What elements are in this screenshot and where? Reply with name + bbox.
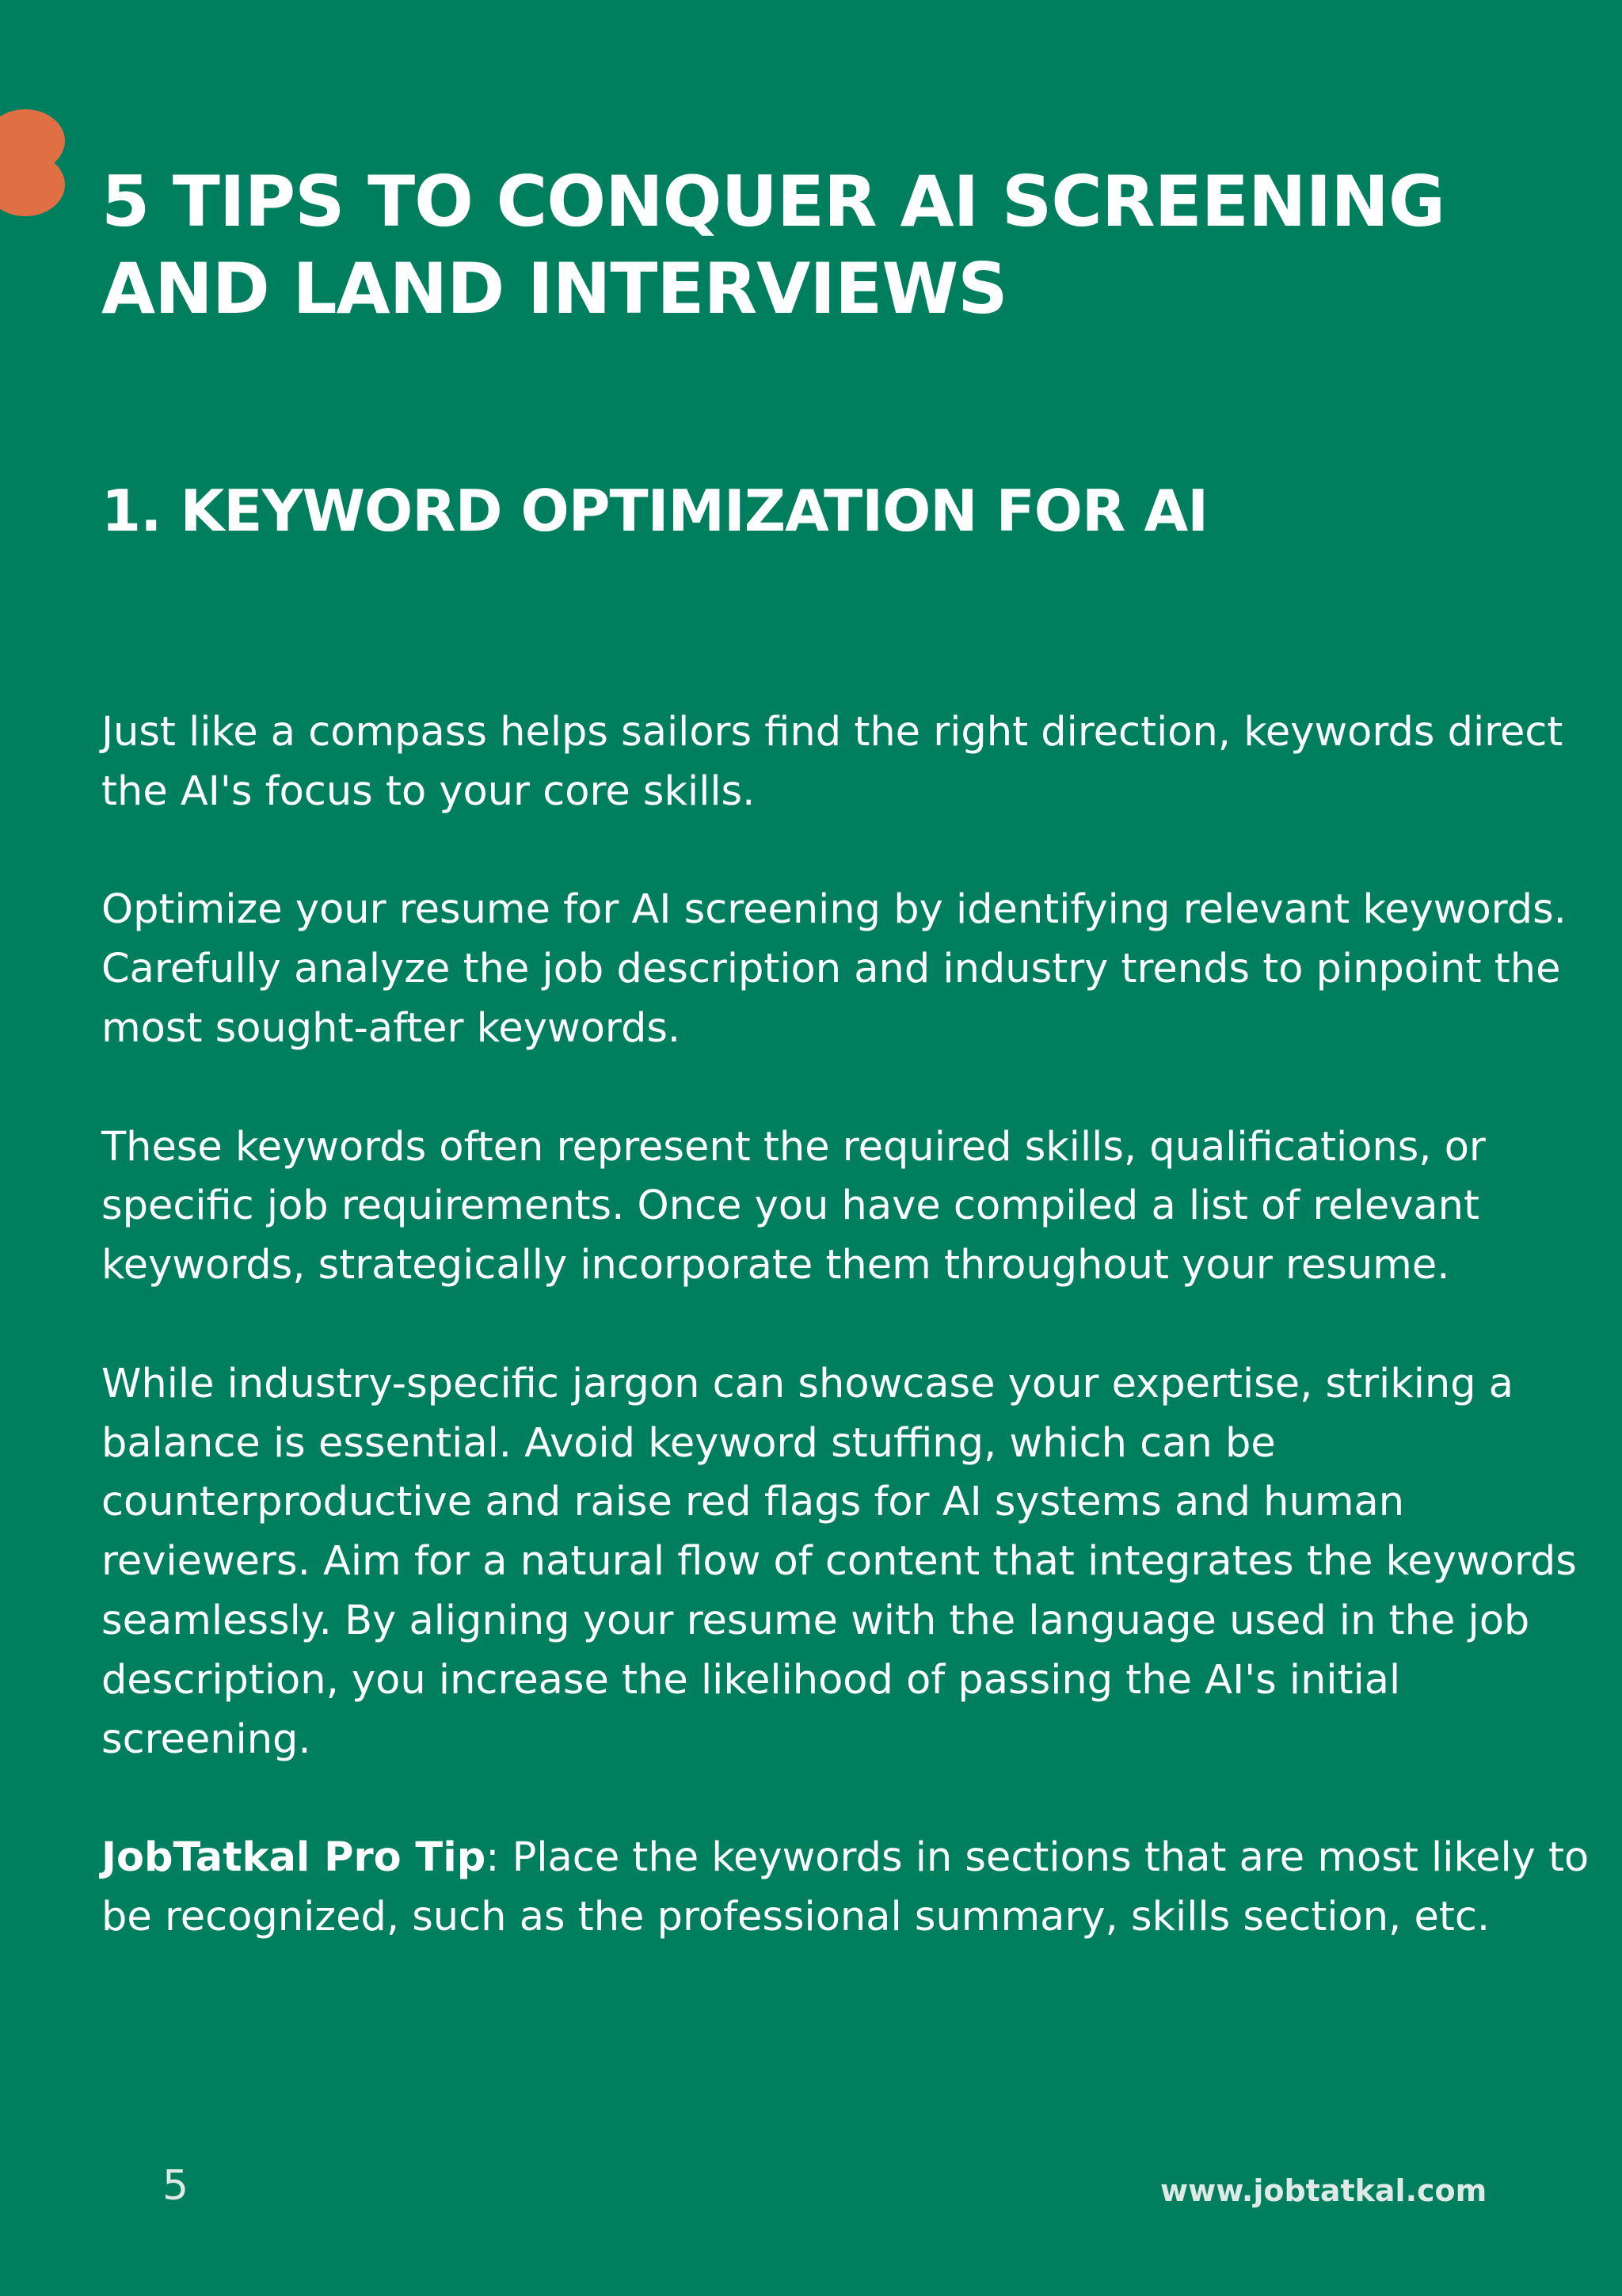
decorative-blob bbox=[0, 109, 65, 216]
page-title: 5 TIPS TO CONQUER AI SCREENING AND LAND INTERVIEWS bbox=[101, 161, 1445, 329]
pro-tip-text: : Place the keywords in sections that are most likely to be recognized, such as the professional summary, skills section, etc. bbox=[101, 1834, 1590, 1940]
pro-tip bbox=[101, 1829, 1590, 1948]
website-url: www.jobtatkal.com bbox=[1160, 2173, 1487, 2208]
section-heading: 1. KEYWORD OPTIMIZATION FOR AI bbox=[101, 478, 1209, 544]
paragraph: These keywords often represent the required skills, qualifications, or specific job requirements. Once you have compiled a list of relevant keywords, strategically incorporate them throughout your resume. bbox=[101, 1123, 1486, 1289]
page-number: 5 bbox=[162, 2162, 189, 2210]
paragraph: While industry-specific jargon can showcase your expertise, striking a balance is essential. Avoid keyword stuffing, which can be counterproductive and raise red flags for AI systems and human reviewers. Aim for a natural flow of content that integrates the keywords seamlessly. By aligning your resume with the language used in the job description, you increase the likelihood of passing the AI's initial screening. bbox=[101, 1360, 1577, 1763]
pro-tip-label: JobTatkal Pro Tip bbox=[101, 1834, 486, 1882]
section-body bbox=[101, 703, 1590, 1948]
paragraph: Just like a compass helps sailors find the right direction, keywords direct the AI's focus to your core skills. bbox=[101, 709, 1563, 815]
decorative-circle-bottom bbox=[0, 153, 65, 216]
paragraph: Optimize your resume for AI screening by identifying relevant keywords. Carefully analyze the job description and industry trends to pinpoint the most sought-after keywords. bbox=[101, 886, 1567, 1052]
